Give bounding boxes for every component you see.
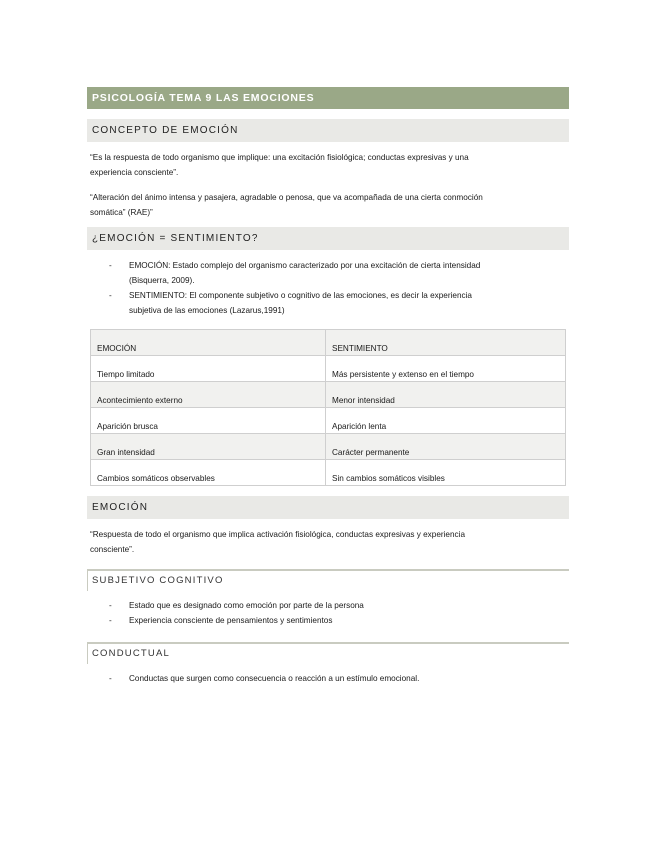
heading-emocion: EMOCIÓN [87, 496, 569, 519]
list-item [87, 598, 569, 613]
list-item-line: SENTIMIENTO: El componente subjetivo o cognitivo de las emociones, es decir la experiencia [129, 291, 472, 300]
list-item [87, 671, 569, 686]
quote-line: “Es la respuesta de todo organismo que implique: una excitación fisiológica; conductas expresivas y una [90, 153, 469, 162]
heading-conductual: CONDUCTUAL [87, 642, 569, 664]
list-item [87, 288, 569, 318]
table-cell: Acontecimiento externo [91, 382, 326, 408]
document-page [87, 87, 569, 686]
bullet-dash: - [109, 616, 112, 625]
table-cell: Menor intensidad [326, 382, 566, 408]
heading-emocion-sentimiento: ¿EMOCIÓN = SENTIMIENTO? [87, 227, 569, 250]
comparison-table [90, 329, 566, 486]
table-cell: Tiempo limitado [91, 356, 326, 382]
quote-line: experiencia consciente”. [90, 168, 179, 177]
table-cell: Carácter permanente [326, 434, 566, 460]
list-item-line: (Bisquerra, 2009). [129, 276, 195, 285]
bullet-dash: - [109, 601, 112, 610]
table-cell: Sin cambios somáticos visibles [326, 460, 566, 486]
bullet-dash: - [109, 674, 112, 683]
heading-subjetivo-cognitivo: SUBJETIVO COGNITIVO [87, 569, 569, 591]
bullet-dash: - [109, 261, 112, 270]
table-cell: Cambios somáticos observables [91, 460, 326, 486]
quote-definition-1 [87, 150, 569, 180]
quote-line: consciente”. [90, 545, 135, 554]
list-item-text: Conductas que surgen como consecuencia o reacción a un estímulo emocional. [129, 674, 420, 683]
subjetivo-list [87, 598, 569, 628]
heading-concepto: CONCEPTO DE EMOCIÓN [87, 119, 569, 142]
table-row [91, 382, 566, 408]
list-item-line: subjetiva de las emociones (Lazarus,1991) [129, 306, 285, 315]
list-item-text: Experiencia consciente de pensamientos y sentimientos [129, 616, 333, 625]
list-item-line: EMOCIÓN: Estado complejo del organismo caracterizado por una excitación de cierta intensidad [129, 261, 481, 270]
quote-line: “Alteración del ánimo intensa y pasajera, agradable o penosa, que va acompañada de una cierta conmoción [90, 193, 483, 202]
table-cell: Aparición lenta [326, 408, 566, 434]
list-item [87, 258, 569, 288]
definitions-list [87, 258, 569, 318]
document-title: PSICOLOGÍA TEMA 9 LAS EMOCIONES [87, 87, 569, 109]
table-cell: Aparición brusca [91, 408, 326, 434]
quote-emocion [87, 527, 569, 557]
table-cell: Gran intensidad [91, 434, 326, 460]
table-header-emocion: EMOCIÓN [91, 330, 326, 356]
list-item-text: Estado que es designado como emoción por parte de la persona [129, 601, 364, 610]
table-cell: Más persistente y extenso en el tiempo [326, 356, 566, 382]
quote-line: somática” (RAE)” [90, 208, 153, 217]
table-header-row [91, 330, 566, 356]
table-row [91, 356, 566, 382]
table-row [91, 460, 566, 486]
table-row [91, 408, 566, 434]
list-item [87, 613, 569, 628]
table-row [91, 434, 566, 460]
quote-line: “Respuesta de todo el organismo que implica activación fisiológica, conductas expresivas y experiencia [90, 530, 466, 539]
conductual-list [87, 671, 569, 686]
bullet-dash: - [109, 291, 112, 300]
quote-definition-rae [87, 190, 569, 220]
table-header-sentimiento: SENTIMIENTO [326, 330, 566, 356]
